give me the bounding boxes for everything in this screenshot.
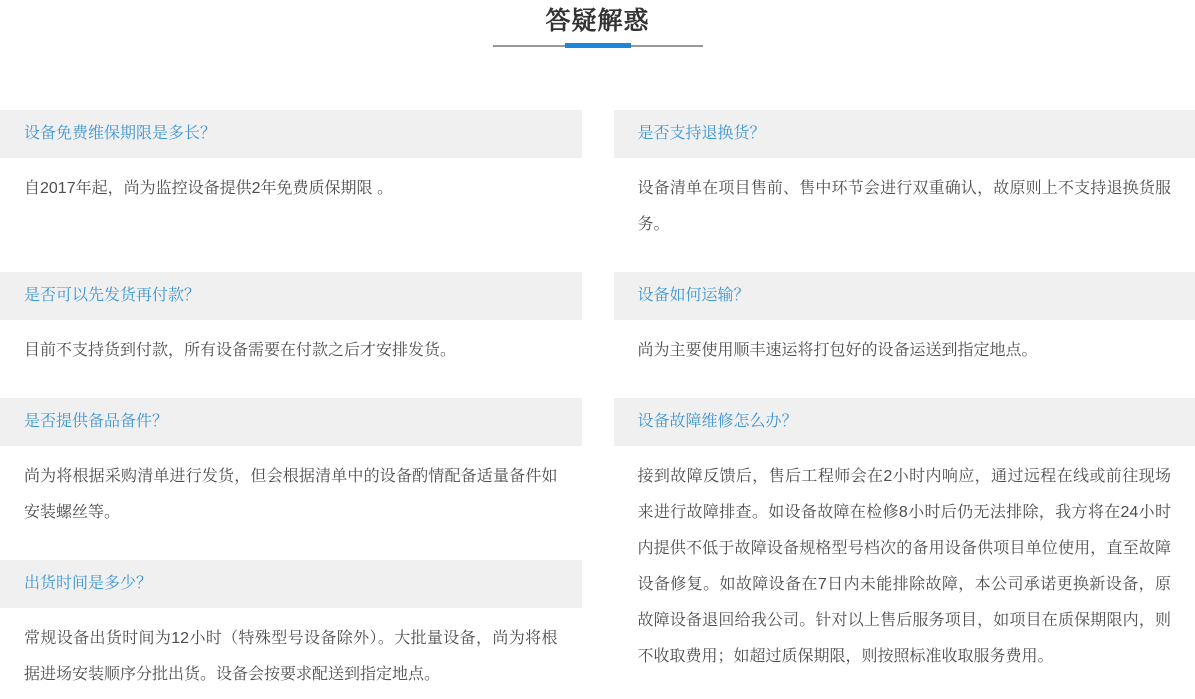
faq-answer: 常规设备出货时间为12小时（特殊型号设备除外）。大批量设备，尚为将根据进场安装顺序分批出货。设备会按要求配送到指定地点。	[24, 630, 558, 683]
faq-item	[614, 398, 1195, 675]
faq-item	[0, 398, 582, 531]
faq-item	[0, 110, 582, 243]
faq-question-warranty-period: 设备免费维保期限是多长？	[0, 110, 582, 158]
faq-section	[0, 110, 1195, 699]
faq-question-transport: 设备如何运输？	[614, 272, 1195, 320]
faq-item	[614, 272, 1195, 369]
faq-item	[0, 560, 582, 693]
page-title: 答疑解惑	[545, 7, 650, 35]
faq-question-spare-parts: 是否提供备品备件？	[0, 398, 582, 446]
faq-question-shipping-time: 出货时间是多少？	[0, 560, 582, 608]
faq-question-ship-before-pay: 是否可以先发货再付款？	[0, 272, 582, 320]
faq-item	[0, 272, 582, 369]
faq-answer: 设备清单在项目售前、售中环节会进行双重确认，故原则上不支持退换货服务。	[637, 180, 1171, 233]
faq-column-left	[0, 110, 582, 699]
faq-item	[614, 110, 1195, 243]
section-header	[0, 0, 1195, 47]
faq-answer: 接到故障反馈后，售后工程师会在2小时内响应，通过远程在线或前往现场来进行故障排查。如设备故障在检修8小时后仍无法排除，我方将在24小时内提供不低于故障设备规格型号档次的备用设备供项目单位使用，直至故障设备修复。如故障设备在7日内未能排除故障，本公司承诺更换新设备，原故障设备退回给我公司。针对以上售后服务项目，如项目在质保期限内，则不收取费用；如超过质保期限，则按照标准收取服务费用。	[637, 468, 1171, 665]
faq-answer: 自2017年起，尚为监控设备提供2年免费质保期限 。	[24, 180, 393, 197]
faq-question-returns: 是否支持退换货？	[614, 110, 1195, 158]
faq-column-right	[614, 110, 1195, 699]
faq-question-fault-repair: 设备故障维修怎么办？	[614, 398, 1195, 446]
title-underline-accent	[565, 43, 631, 48]
faq-answer: 尚为主要使用顺丰速运将打包好的设备运送到指定地点。	[637, 342, 1038, 359]
faq-answer: 目前不支持货到付款，所有设备需要在付款之后才安排发货。	[24, 342, 457, 359]
faq-answer: 尚为将根据采购清单进行发货，但会根据清单中的设备酌情配备适量备件如安装螺丝等。	[24, 468, 558, 521]
title-underline	[493, 45, 703, 47]
